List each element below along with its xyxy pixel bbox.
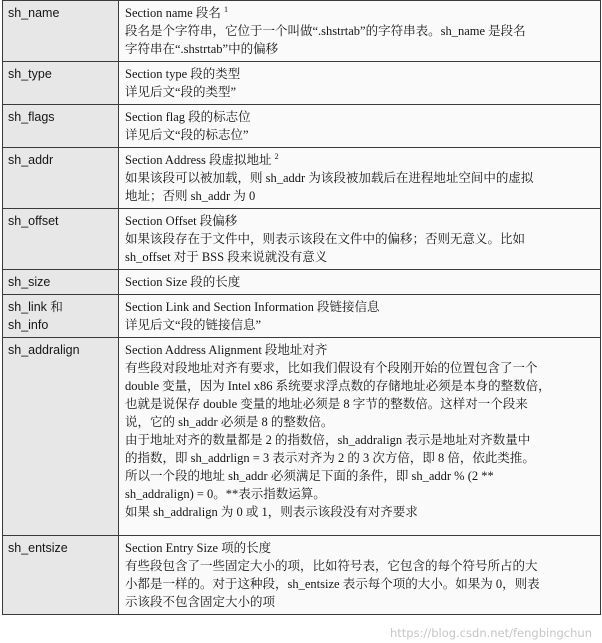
description-line: sh_addralign) = 0。**表示指数运算。 [125, 487, 326, 501]
description-heading [125, 108, 594, 126]
description-line: 如果该段存在于文件中，则表示该段在文件中的偏移；否则无意义。比如 [125, 232, 526, 246]
description-heading [125, 273, 594, 291]
description-heading [125, 212, 594, 230]
heading-text: Section Entry Size 项的长度 [125, 541, 272, 555]
description-line: 说，它的 sh_addr 必须是 8 的整数倍。 [125, 415, 334, 429]
description-line: 由于地址对齐的数量都是 2 的指数倍，sh_addralign 表示是地址对齐数量中 [125, 433, 531, 447]
table-row [3, 295, 601, 338]
field-name-cell [3, 62, 119, 105]
heading-text: Section Size 段的长度 [125, 275, 241, 289]
description-cell [119, 295, 601, 338]
description-line: double 变量，因为 Intel x86 系统要求浮点数的存储地址必须是本身的整数倍， [125, 379, 551, 393]
description-cell [119, 148, 601, 209]
table-row [3, 338, 601, 536]
table-row [3, 105, 601, 148]
description-cell [119, 105, 601, 148]
heading-text: Section type 段的类型 [125, 67, 241, 81]
field-name-cell [3, 295, 119, 338]
heading-text: Section Address Alignment 段地址对齐 [125, 343, 328, 357]
table-row [3, 62, 601, 105]
table-row [3, 270, 601, 295]
section-header-fields-table [2, 0, 601, 615]
description-line: 有些段包含了一些固定大小的项，比如符号表，它包含的每个符号所占的大 [125, 559, 538, 573]
watermark: https://blog.csdn.net/fengbingchun [390, 626, 592, 640]
description-line: 也就是说保存 double 变量的地址必须是 8 字节的整数倍。这样对一个段来 [125, 397, 528, 411]
description-line: 详见后文“段的类型” [125, 85, 237, 99]
description-heading [125, 539, 594, 557]
field-name-cell [3, 270, 119, 295]
field-name: sh_flags [8, 110, 55, 124]
heading-text: Section flag 段的标志位 [125, 110, 251, 124]
field-name-cell [3, 1, 119, 62]
description-cell [119, 1, 601, 62]
table-row [3, 536, 601, 615]
description-line: 如果该段可以被加载，则 sh_addr 为该段被加载后在进程地址空间中的虚拟 [125, 171, 534, 185]
field-name: sh_entsize [8, 541, 68, 555]
table-row [3, 148, 601, 209]
description-cell [119, 270, 601, 295]
description-heading [125, 65, 594, 83]
field-name: sh_link 和 [8, 300, 63, 314]
description-cell [119, 536, 601, 615]
description-line: 地址；否则 sh_addr 为 0 [125, 189, 256, 203]
description-line: 如果 sh_addralign 为 0 或 1，则表示该段没有对齐要求 [125, 505, 418, 519]
heading-text: Section name 段名 [125, 6, 221, 20]
field-name: sh_offset [8, 214, 59, 228]
field-name-cell [3, 105, 119, 148]
description-line: 详见后文“段的链接信息” [125, 318, 262, 332]
field-name: sh_type [8, 67, 52, 81]
table-row [3, 209, 601, 270]
description-cell [119, 62, 601, 105]
description-line: 字符串在“.shstrtab”中的偏移 [125, 42, 279, 56]
footnote-marker: 1 [223, 5, 228, 14]
field-name: sh_size [8, 275, 51, 289]
field-name: sh_addralign [8, 343, 80, 357]
footnote-marker: 2 [274, 152, 279, 161]
description-heading [125, 298, 594, 316]
field-name-continued: sh_info [8, 318, 49, 332]
field-name-cell [3, 338, 119, 536]
heading-text: Section Address 段虚拟地址 [125, 153, 272, 167]
heading-text: Section Link and Section Information 段链接信息 [125, 300, 380, 314]
table-row [3, 1, 601, 62]
description-heading [125, 151, 594, 169]
description-line: sh_offset 对于 BSS 段来说就没有意义 [125, 250, 328, 264]
description-cell [119, 209, 601, 270]
field-name: sh_name [8, 6, 60, 20]
description-heading [125, 341, 594, 359]
description-line: 示该段不包含固定大小的项 [125, 595, 276, 609]
field-name-cell [3, 536, 119, 615]
description-line: 有些段对段地址对齐有要求，比如我们假设有个段刚开始的位置包含了一个 [125, 361, 538, 375]
field-name-cell [3, 209, 119, 270]
description-line: 所以一个段的地址 sh_addr 必须满足下面的条件，即 sh_addr % (2 ** [125, 469, 494, 483]
field-name: sh_addr [8, 153, 54, 167]
description-cell [119, 338, 601, 536]
heading-text: Section Offset 段偏移 [125, 214, 238, 228]
description-heading [125, 4, 594, 22]
description-line: 小都是一样的。对于这种段，sh_entsize 表示每个项的大小。如果为 0，则表 [125, 577, 540, 591]
description-line: 段名是个字符串，它位于一个叫做“.shstrtab”的字符串表。sh_name 是段名 [125, 24, 526, 38]
description-line: 的指数，即 sh_addrlign = 3 表示对齐为 2 的 3 次方倍，即 8 倍，依此类推。 [125, 451, 535, 465]
description-line: 详见后文“段的标志位” [125, 128, 249, 142]
field-name-cell [3, 148, 119, 209]
section-header-table-sheet [2, 0, 600, 643]
